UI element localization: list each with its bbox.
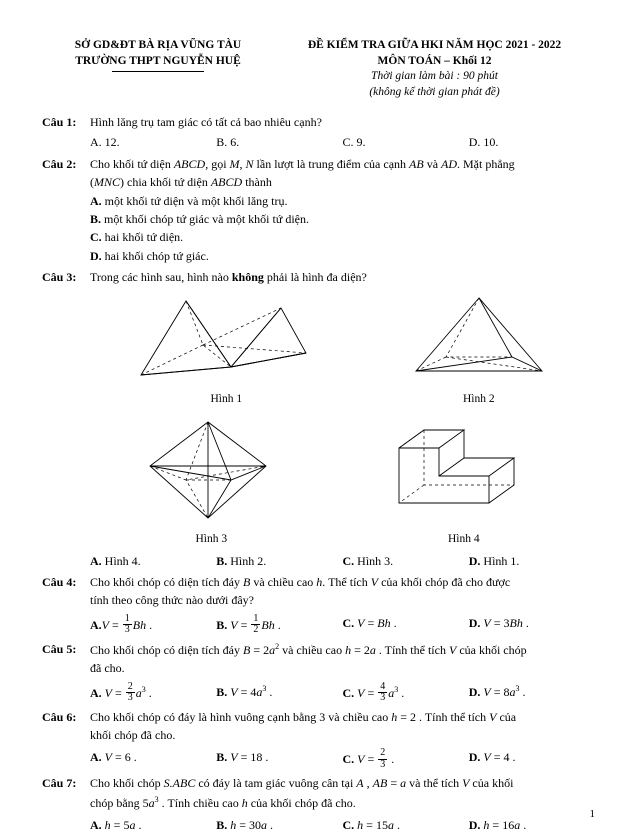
answer-option[interactable]: D. h = 16a .	[468, 818, 527, 833]
question-2-text-line1	[90, 156, 595, 173]
answer-option[interactable]: D. Hình 1.	[468, 553, 520, 568]
question-1-answers	[90, 134, 595, 151]
exam-subject: MÔN TOÁN – Khối 12	[377, 54, 492, 67]
question-1-label: Câu 1:	[42, 115, 77, 130]
question-3	[42, 269, 595, 570]
figure-1-caption: Hình 1	[210, 392, 243, 405]
answer-option[interactable]: A. Hình 4.	[90, 553, 141, 568]
answer-option[interactable]: D. 10.	[468, 135, 499, 150]
question-5-label: Câu 5:	[42, 641, 77, 656]
answer-option[interactable]: C. h = 15a .	[342, 818, 400, 833]
answer-option[interactable]: B. $V = 4a^3$ .	[216, 683, 273, 699]
question-2-text-line2	[90, 174, 595, 191]
answer-option[interactable]: A. h = 5a .	[90, 818, 142, 833]
header-divider	[112, 71, 204, 72]
q4-text-b: và chiều cao	[250, 575, 317, 590]
question-6-label: Câu 6:	[42, 709, 77, 724]
question-3-text	[90, 269, 595, 286]
question-6-text-line2: khối chóp đã cho.	[90, 728, 176, 743]
q2-abcd: ABCD	[173, 156, 206, 171]
question-6-answers	[90, 749, 595, 771]
department-name: SỞ GD&ĐT BÀ RỊA VŨNG TÀU	[74, 39, 242, 51]
question-7-text-line1: Cho khối chóp S.ABC có đáy là tam giác vuông cân tại A , AB = a và thể tích V của khối	[90, 776, 514, 791]
question-4-text-line2: tính theo công thức nào dưới đây?	[90, 593, 254, 608]
answer-option[interactable]: B. h = 30a .	[216, 818, 274, 833]
answer-option[interactable]: D. $V = 8a^3$ .	[468, 683, 526, 699]
question-7	[42, 775, 595, 834]
exam-title-block	[274, 38, 595, 100]
figure-row-1	[90, 293, 595, 408]
exam-title: ĐỀ KIỂM TRA GIỮA HKI NĂM HỌC 2021 - 2022	[307, 39, 562, 51]
q2-mnc: MNC	[94, 175, 121, 190]
q4-b: B	[242, 575, 251, 590]
answer-label-d: hai khối chóp tứ giác.	[104, 248, 209, 263]
q2-text-g: ) chia khối tứ diện	[120, 175, 211, 190]
q2-text-c: ,	[239, 156, 246, 171]
q3-text-a: Trong các hình sau, hình nào	[90, 270, 232, 285]
answer-option[interactable]: D. V = 3Bh .	[468, 615, 529, 630]
figure-3-caption: Hình 3	[195, 533, 228, 546]
figure-4-caption: Hình 4	[447, 533, 480, 546]
answer-option[interactable]: C. V = $\frac{2}{3}$ .	[342, 747, 395, 770]
figure-3-cell	[136, 418, 286, 548]
q2-text-e: và	[423, 156, 442, 171]
figure-2-caption: Hình 2	[462, 392, 495, 405]
answer-option[interactable]: A.V = $\frac{1}{3}$ Bh .	[90, 612, 153, 636]
figure-1-cell	[131, 293, 321, 408]
answer-option[interactable]: A. V = 6 .	[90, 750, 137, 765]
figure-2-shape	[404, 293, 554, 383]
question-7-label: Câu 7:	[42, 776, 77, 791]
answer-option[interactable]: B. V = 18 .	[216, 750, 269, 765]
question-4	[42, 574, 595, 637]
question-5-text-line2: đã cho.	[90, 661, 125, 676]
document-header	[0, 0, 637, 100]
q2-abcd2: ABCD	[210, 175, 243, 190]
question-5	[42, 641, 595, 705]
question-5-text-line1: Cho khối chóp có diện tích đáy $B = 2a^2$ và chiều cao h = 2a . Tính thể tích V của khối chóp	[90, 641, 527, 657]
q3-text-bold: không	[231, 270, 264, 285]
question-3-figures	[90, 293, 595, 548]
question-2-answers	[90, 193, 595, 266]
answer-option[interactable]: C. V = Bh .	[342, 615, 397, 630]
q4-text-d: của khối chóp đã cho được	[378, 575, 511, 590]
q4-text-a: Cho khối chóp có diện tích đáy	[90, 575, 243, 590]
exam-content	[0, 100, 637, 835]
figure-4-cell	[379, 418, 549, 548]
question-7-text-line2: chóp bằng $5a^3$ . Tính chiều cao h của khối chóp đã cho.	[90, 794, 356, 810]
q4-h: h	[316, 575, 323, 590]
question-1-text: Hình lăng trụ tam giác có tất cả bao nhiêu cạnh?	[90, 115, 322, 130]
answer-option[interactable]: B. V = $\frac{1}{2}$ Bh .	[216, 612, 281, 636]
answer-option[interactable]: B. 6.	[216, 135, 240, 150]
answer-option[interactable]: C. 9.	[342, 135, 366, 150]
question-6-text-line1: Cho khối chóp có đáy là hình vuông cạnh bằng 3 và chiều cao h = 2 . Tính thể tích V của	[90, 709, 517, 724]
question-6	[42, 709, 595, 772]
answer-option[interactable]: B. Hình 2.	[216, 553, 267, 568]
answer-option[interactable]: A. một khối tứ diện và một khối lăng trụ.	[90, 193, 288, 208]
question-4-text-line1	[90, 574, 595, 591]
answer-option[interactable]: C. Hình 3.	[342, 553, 394, 568]
exam-duration: Thời gian làm bài : 90 phút	[371, 70, 498, 83]
q4-v: V	[370, 575, 379, 590]
question-2	[42, 156, 595, 265]
question-5-answers	[90, 680, 595, 705]
answer-label-c: hai khối tứ diện.	[104, 230, 184, 245]
question-3-label: Câu 3:	[42, 270, 77, 285]
q2-text-d: lần lượt là trung điểm của cạnh	[253, 156, 410, 171]
answer-label-b: một khối chóp tứ giác và một khối tứ diện.	[104, 212, 309, 227]
answer-option[interactable]: D. V = 4 .	[468, 750, 516, 765]
figure-4-shape	[379, 418, 549, 523]
figure-2-cell	[404, 293, 554, 408]
question-4-label: Câu 4:	[42, 575, 77, 590]
answer-option[interactable]: C. V = $\frac{4}{3}$ $a^3$ .	[342, 680, 405, 704]
page-number: 1	[589, 808, 595, 820]
q3-text-b: phải là hình đa diện?	[263, 270, 367, 285]
answer-label-a: một khối tứ diện và một khối lăng trụ.	[104, 193, 288, 208]
question-7-answers	[90, 817, 595, 834]
q2-text-h: thành	[242, 175, 272, 190]
answer-option[interactable]: A. 12.	[90, 135, 120, 150]
q4-text-c: . Thể tích	[322, 575, 371, 590]
figure-row-2	[90, 418, 595, 548]
school-block	[42, 38, 274, 100]
q2-n: N	[245, 156, 254, 171]
school-name: TRƯỜNG THPT NGUYỄN HUỆ	[75, 54, 241, 67]
q2-ad: AD	[441, 156, 458, 171]
q2-text-a: Cho khối tứ diện	[90, 156, 174, 171]
answer-option[interactable]: D. hai khối chóp tứ giác.	[90, 248, 209, 263]
q2-paren-open: (	[90, 175, 94, 190]
question-3-answers	[90, 553, 595, 570]
question-1	[42, 114, 595, 152]
q2-text-b: , gọi	[205, 156, 230, 171]
question-2-label: Câu 2:	[42, 156, 77, 171]
q2-text-f: . Mặt phẳng	[457, 156, 515, 171]
q2-m: M	[229, 156, 240, 171]
figure-1-shape	[131, 293, 321, 383]
answer-option[interactable]: C. hai khối tứ diện.	[90, 230, 184, 245]
exam-duration-note: (không kể thời gian phát đề)	[369, 85, 500, 98]
answer-option[interactable]: B. một khối chóp tứ giác và một khối tứ diện.	[90, 212, 309, 227]
answer-option[interactable]: A. V = $\frac{2}{3}$ $a^3$ .	[90, 680, 152, 704]
question-4-answers	[90, 612, 595, 637]
figure-3-shape	[136, 418, 286, 523]
q2-ab: AB	[409, 156, 424, 171]
